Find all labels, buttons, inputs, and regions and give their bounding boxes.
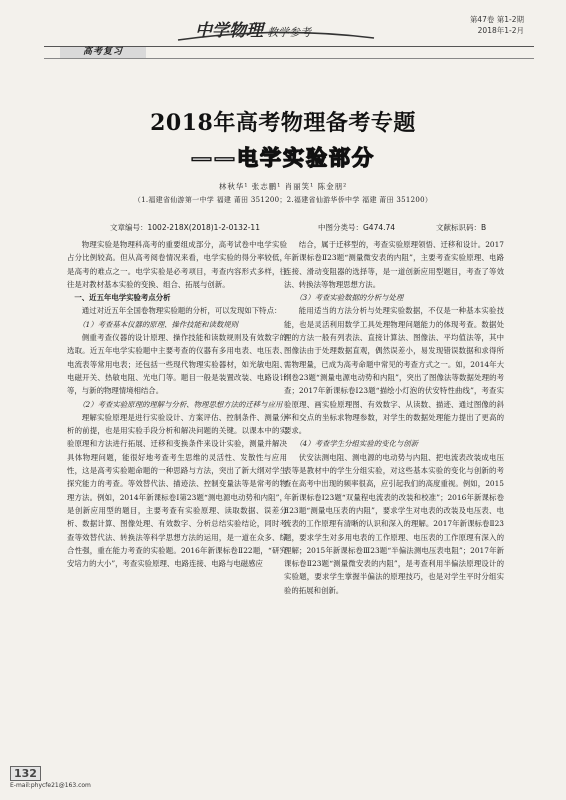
article-title: 2018年高考物理备考专题 (150, 110, 416, 136)
classification-number: 中图分类号：G474.74 (318, 223, 396, 232)
paragraph: 结合，属于迁移型的，考查实验原理领悟、迁移和设计。2017年新课标卷Ⅱ23题“测量微安表的内阻”，主要考查实验原理、电路连接、滑动变阻器的选择等，是一道创新应用型题目，考查了等效法、转换法等物理思想方法。 (284, 240, 504, 289)
document-code: 文献标识码：B (436, 223, 487, 232)
right-column (284, 238, 504, 718)
subsection-heading: （2）考查实验原理的理解与分析、物理思想方法的迁移与应用 (78, 399, 283, 409)
page-number: 132 (10, 766, 41, 781)
journal-name: 中学物理 (195, 21, 263, 41)
journal-subname: 教学参考 (267, 26, 311, 39)
issue-volume: 第47卷 第1-2期 (469, 15, 524, 24)
footer-email: E-mail:phycfe21@163.com (10, 782, 91, 789)
article-affiliations: （1.福建省仙游第一中学 福建 莆田 351200；2.福建省仙游华侨中学 福建 莆田 351200） (133, 196, 433, 204)
issue-date: 2018年1-2月 (477, 26, 524, 35)
paragraph: 侧重考查仪器的设计原理、操作技能和读数规则及有效数字的选取。近五年电学实验题中主要考查的仪器有多用电表、电压表、电流表等常用电表；还包括一些现代物理实验器材，如光敏电阻、电磁开关、热敏电阻、光电门等。题目一般是装置改装、电路设计等，与新的物理情境相结合。 (67, 333, 287, 396)
article-subtitle: ——电学实验部分 (191, 146, 375, 170)
paragraph: 能用适当的方法分析与处理实验数据，不仅是一种基本实验技能，也是灵活利用数学工具处理物理问题能力的体现考查。数据处理的方法一般有列表法、直接计算法、图像法、平均值法等，其中图像法由于处理数据直观，偶然误差小，易发现错误数据和求得所需物理量，已成为高考命题中常见的考查方式之一。如，2014年大纲卷23题“测量电源电动势和内阻”，突出了图像法等数据处理的考查；2017年新课标卷Ⅰ23题“描绘小灯泡的伏安特性曲线”，考查实验原理、画实验原理图、有效数字、从读数、描迹、通过图像的斜率和交点的坐标求物理参数，对学生的数据处理能力提出了更高的要求。 (284, 306, 504, 436)
subsection-heading: （1）考查基本仪器的原理、操作技能和读数规则 (78, 319, 239, 329)
subsection-heading: （4）考查学生分组实验的变化与创新 (295, 439, 419, 449)
paragraph: 物理实验是物理科高考的重要组成部分，高考试卷中电学实验占分比例较高。但从高考阅卷情况来看，电学实验的得分率较低，是高考的难点之一。电学实验是必考项目，考查内容形式多样，往往是对教材基本实验的变换、组合、拓展与创新。 (67, 240, 287, 289)
subsection-heading: （3）考查实验数据的分析与处理 (295, 293, 404, 303)
journal-logo (195, 16, 311, 44)
article-authors: 林秋华¹ 张志鹏¹ 肖丽笑¹ 陈金朋² (218, 182, 348, 191)
left-column (67, 238, 287, 768)
section-heading: 一、近五年电学实验考点分析 (74, 293, 171, 303)
paragraph: 理解实验原理是进行实验设计、方案评估、控制条件、测量分析的前提，也是用实验手段分析和解决问题的关键。以课本中的实验原理和方法进行拓展、迁移和变换条件来设计实验，测量并解决具体物理问题，能很好地考查考生思维的灵活性、发散性与应用性，这是高考实验题命题的一种思路与方法，突出了新大纲对学生探究能力的考查。等效替代法、描迹法、控制变量法等是常考的物理方法。例如，2014年新课标卷Ⅰ第23题“测电源电动势和内阻”，是创新应用型的题目，主要考查有实验原理、读取数据、误差分析、数据计算、图像处理、有效数字、分析总结实验结论，同时考查等效替代法、转换法等科学思想方法的运用，是一道在众多、综合性强，重在能力考查的实验题。2016年新课标卷Ⅱ22题，“研究安培力的大小”，考查实验原理、电路连接、电路与电磁感应 (67, 412, 287, 569)
section-tag: 高考复习 (60, 47, 146, 58)
paragraph: 伏安法测电阻、测电源的电动势与内阻、把电流表改装成电压表等是教材中的学生分组实验，对这些基本实验的变化与创新的考查在高考中出现的频率很高，应引起我们的高度重视。例如，2015年新课标卷Ⅰ23题“双量程电流表的改装和校准”；2016年新课标卷Ⅱ23题“测量电压表的内阻”，要求学生对电表的改装及电压表、电流表的工作原理有清晰的认识和深入的理解。2017年新课标卷Ⅱ23题，要求学生对多用电表的工作原理、电压表的工作原理有深入的理解；2015年新课标卷Ⅲ23题“半偏法测电压表电阻”；2017年新课标卷Ⅱ23题“测量微安表的内阻”，是考查利用半偏法原理设计的实验题，要求学生掌握半偏法的原理技巧，也是对学生平时分组实验的拓展和创新。 (284, 452, 504, 595)
article-number: 文章编号：1002-218X(2018)1-2-0132-11 (110, 223, 260, 232)
paragraph: 通过对近五年全国卷物理实验题的分析，可以发现如下特点： (81, 306, 282, 316)
issue-info (404, 14, 524, 36)
